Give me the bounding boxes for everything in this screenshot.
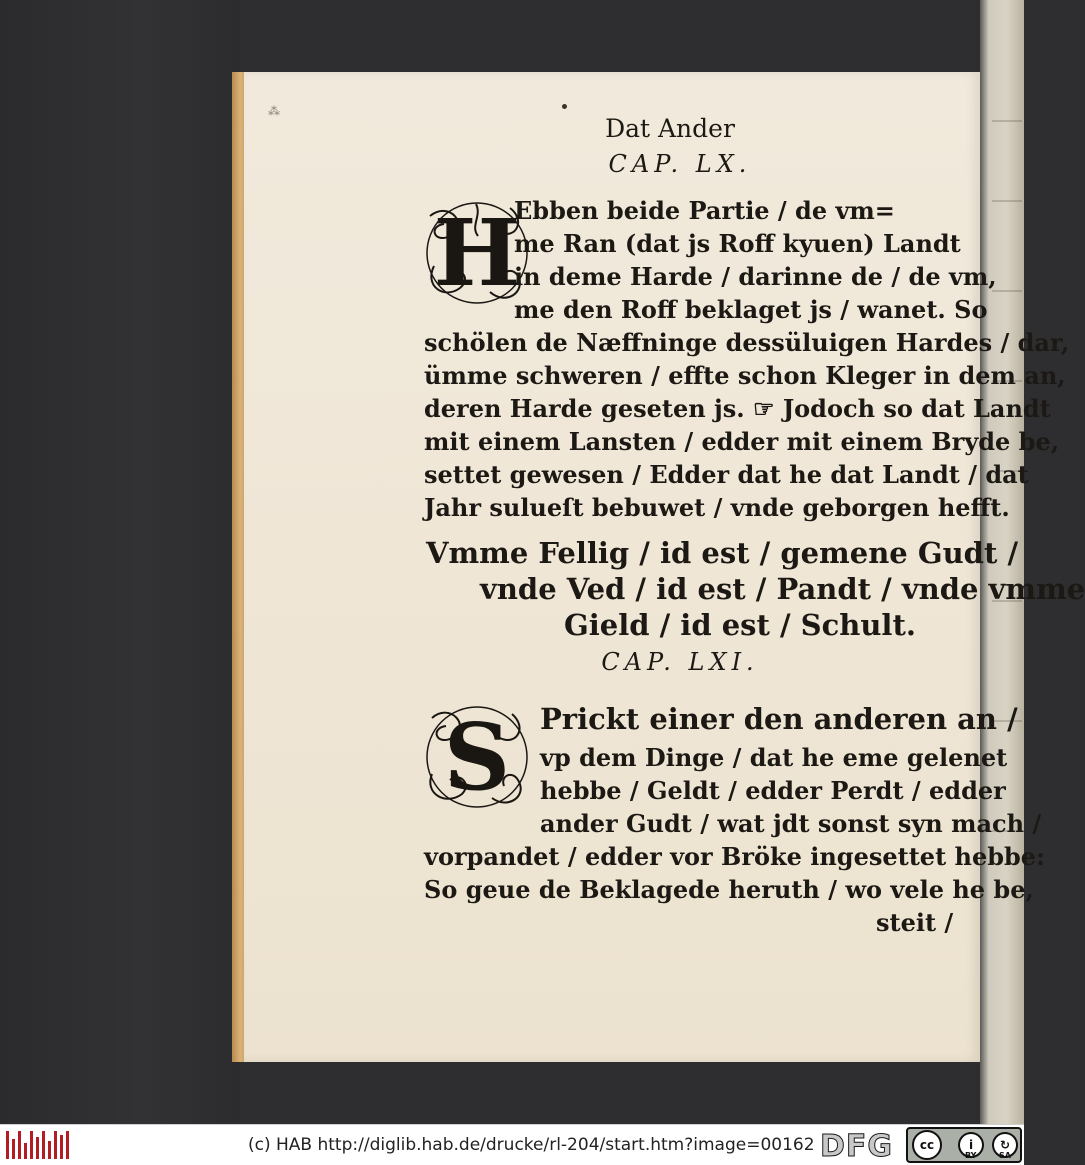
chapter-heading-60: CAP. LX. [608,150,752,178]
text-line: me den Roff beklaget js / wanet. So [514,295,988,324]
chapter-heading-61: CAP. LXI. [601,648,759,676]
cc-by-label: BY [965,1151,977,1160]
cc-icon: cc [912,1130,942,1160]
viewer-footer [0,1124,1024,1165]
initial-letter: S [443,703,511,811]
text-line: schölen de Næffninge dessüluigen Hardes / dar, [424,328,1070,357]
subheading-line: Gield / id est / Schult. [564,608,916,642]
cc-sa-label: SA [999,1151,1011,1160]
dfg-logo: DFG [820,1129,894,1164]
text-line: deren Harde geseten js. ☞ Jodoch so dat Landt [424,394,1051,423]
initial-letter: H [433,199,521,307]
text-line: Prickt einer den anderen an / [540,702,1018,736]
text-line: vp dem Dinge / dat he eme gelenet [540,743,1008,772]
stain-mark: ⁂ [268,104,280,118]
text-line: ümme schweren / effte schon Kleger in dem an, [424,361,1066,390]
text-line: Ebben beide Partie / de vm= [514,196,895,225]
background-left [0,0,240,1124]
subheading-line: Vmme Fellig / id est / gemene Gudt / [426,536,1019,570]
sa-icon: ↻ [992,1132,1018,1158]
text-line: steit / [876,908,954,937]
text-line: Jahr sulueſt bebuwet / vnde geborgen hefft. [424,493,1010,522]
cc-license-badge[interactable] [906,1127,1022,1163]
text-line: mit einem Lansten / edder mit einem Bryde be, [424,427,1060,456]
copyright-link[interactable]: (c) HAB http://diglib.hab.de/drucke/rl-204/start.htm?image=00162 [248,1135,815,1155]
text-line: So geue de Beklagede heruth / wo vele he be, [424,875,1034,904]
text-line: me Ran (dat js Roff kyuen) Landt [514,229,961,258]
hab-barcode-icon [6,1131,69,1159]
text-line: hebbe / Geldt / edder Perdt / edder [540,776,1006,805]
text-line: in deme Harde / darinne de / de vm, [514,262,997,291]
ink-dot [562,104,567,109]
decorated-initial-s [420,700,534,814]
running-head: Dat Ander [605,114,735,143]
text-line: settet gewesen / Edder dat he dat Landt / dat [424,460,1029,489]
by-icon: i [958,1132,984,1158]
text-line: vorpandet / edder vor Bröke ingesettet hebbe: [424,842,1045,871]
ghost-line [992,200,1022,202]
ghost-line [992,120,1022,122]
text-line: ander Gudt / wat jdt sonst syn mach / [540,809,1042,838]
subheading-line: vnde Ved / id est / Pandt / vnde vmme [480,572,1085,606]
